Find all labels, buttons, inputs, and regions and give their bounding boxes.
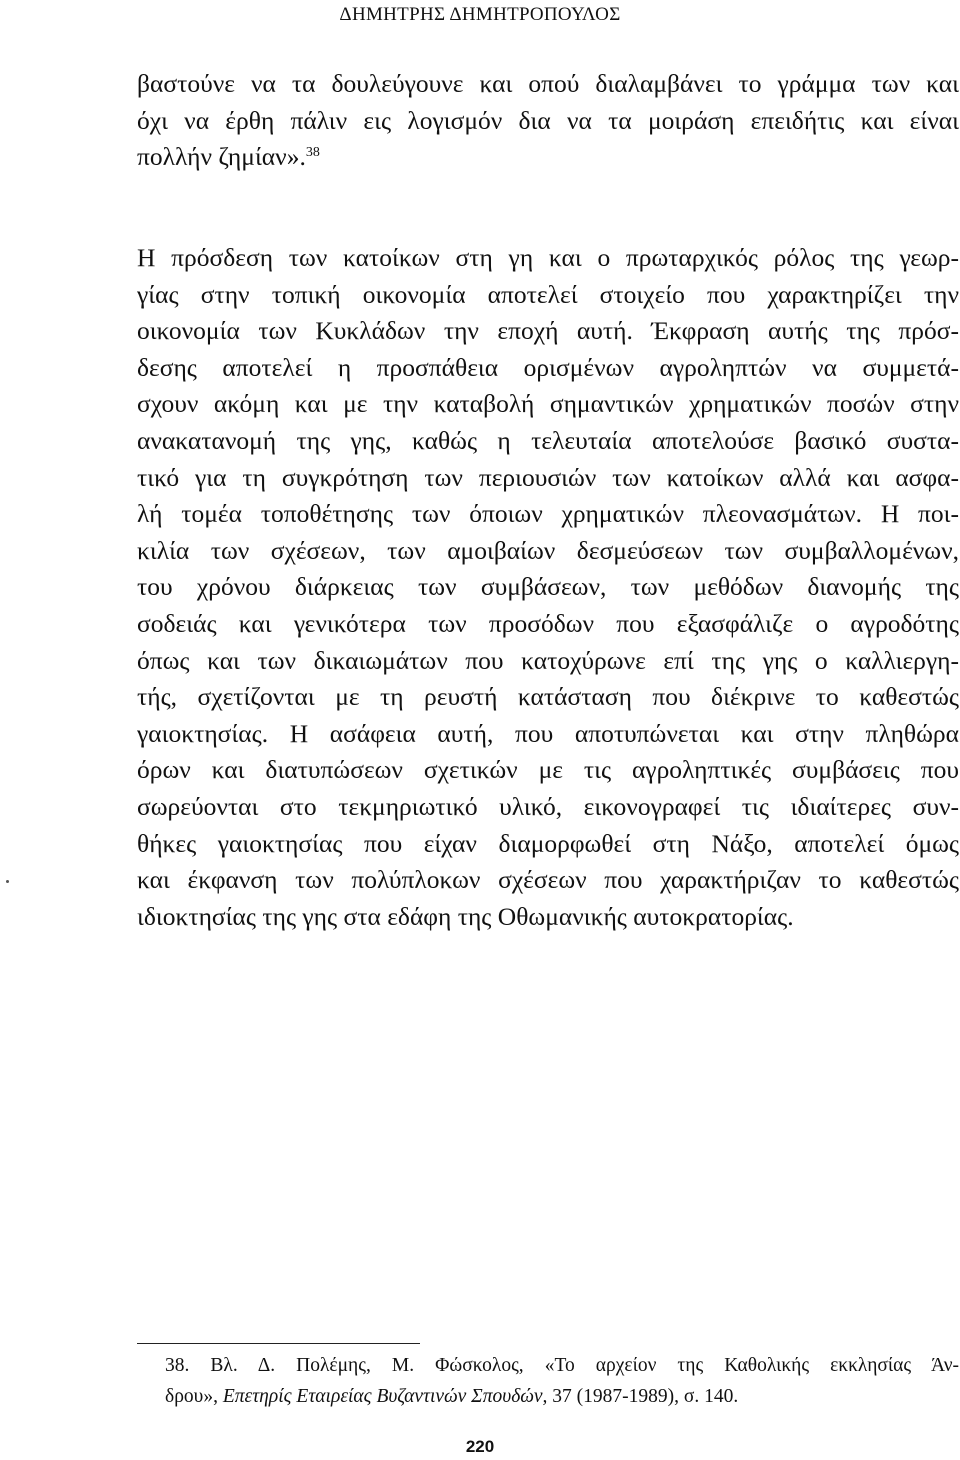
text-line <box>137 139 959 176</box>
text-line: του χρόνου διάρκειας των συμβάσεων, των μεθόδων διανομής της <box>137 572 959 602</box>
text-line: όπως και των δικαιωμάτων που κατοχύρωνε επί της γης ο καλλιεργη- <box>137 645 959 675</box>
text-line: θήκες γαιοκτησίας που είχαν διαμορφωθεί στη Νάξο, αποτελεί όμως <box>137 828 959 858</box>
footnote <box>137 1350 959 1412</box>
text-line: ανακατανομή της γης, καθώς η τελευταία αποτελούσε βασικό συστα- <box>137 425 959 455</box>
text-line: και έκφανση των πολύπλοκων σχέσεων που χαρακτήριζαν το καθεστώς <box>137 865 959 895</box>
text-line: βαστούνε να τα δουλεύγουνε και οπού διαλαμβάνει το γράμμα των και <box>137 69 959 98</box>
text-line: οικονομία των Κυκλάδων την εποχή αυτή. Έκφραση αυτής της πρόσ- <box>137 316 959 346</box>
footnote-line <box>137 1381 959 1412</box>
paragraph-continuation <box>137 66 959 176</box>
footnote-reference: 38 <box>305 145 320 161</box>
footnote-text: δρου», <box>165 1386 218 1407</box>
text-line: Η πρόσδεση των κατοίκων στη γη και ο πρωταρχικός ρόλος της γεωρ- <box>137 243 959 272</box>
text-line: σωρεύονται στο τεκμηριωτικό υλικό, εικονογραφεί τις ιδιαίτερες συν- <box>137 791 959 821</box>
page-number: 220 <box>465 1437 495 1456</box>
text-line: όχι να έρθη πάλιν εις λογισμόν δια να τα μοιράση επειδήτις και είναι <box>137 105 959 135</box>
text-line: τής, σχετίζονται με τη ρευστή κατάσταση που διέκρινε το καθεστώς <box>137 682 959 712</box>
text-line: κιλία των σχέσεων, των αμοιβαίων δεσμεύσεων των συμβαλλομένων, <box>137 535 959 565</box>
text-line: ιδιοκτησίας της γης στα εδάφη της Οθωμανικής αυτοκρατορίας. <box>137 901 794 931</box>
text-line: γίας στην τοπική οικονομία αποτελεί στοιχείο που χαρακτηρίζει την <box>137 279 959 309</box>
footnote-divider <box>137 1343 420 1344</box>
footnote-line <box>137 1350 959 1381</box>
journal-title: Επετηρίς Εταιρείας Βυζαντινών Σπουδών, <box>222 1386 548 1407</box>
text-line: λή τομέα τοποθέτησης των όποιων χρηματικών πλεονασμάτων. Η ποι- <box>137 499 959 529</box>
text-line: όρων και διατυπώσεων σχετικών με τις αγροληπτικές συμβάσεις που <box>137 755 959 785</box>
text-line: σχουν ακόμη και με την καταβολή σημαντικών χρηματικών ποσών στην <box>137 389 959 419</box>
paragraph-main <box>137 240 959 935</box>
text-line: σοδειάς και γενικότερα των προσόδων που εξασφάλιζε ο αγροδότης <box>137 608 959 638</box>
text-line: δεσης αποτελεί η προσπάθεια ορισμένων αγροληπτών να συμμετά- <box>137 352 959 382</box>
running-head: ΔΗΜΗΤΡΗΣ ΔΗΜΗΤΡΟΠΟΥΛΟΣ <box>339 4 621 25</box>
text-line-content: πολλήν ζημίαν». <box>137 142 306 172</box>
footnote-text: Βλ. Δ. Πολέμης, Μ. Φώσκολος, «Το αρχείον της Καθολικής εκκλησίας Άν- <box>210 1355 960 1376</box>
footnote-text: 37 (1987-1989), σ. 140. <box>552 1386 739 1407</box>
footnote-marker: 38. <box>165 1355 190 1376</box>
text-line: γαιοκτησίας. Η ασάφεια αυτή, που αποτυπώνεται και στην πληθώρα <box>137 718 959 748</box>
scan-speck <box>6 880 9 883</box>
text-line: τικό για τη συγκρότηση των περιουσιών των κατοίκων αλλά και ασφα- <box>137 462 959 492</box>
